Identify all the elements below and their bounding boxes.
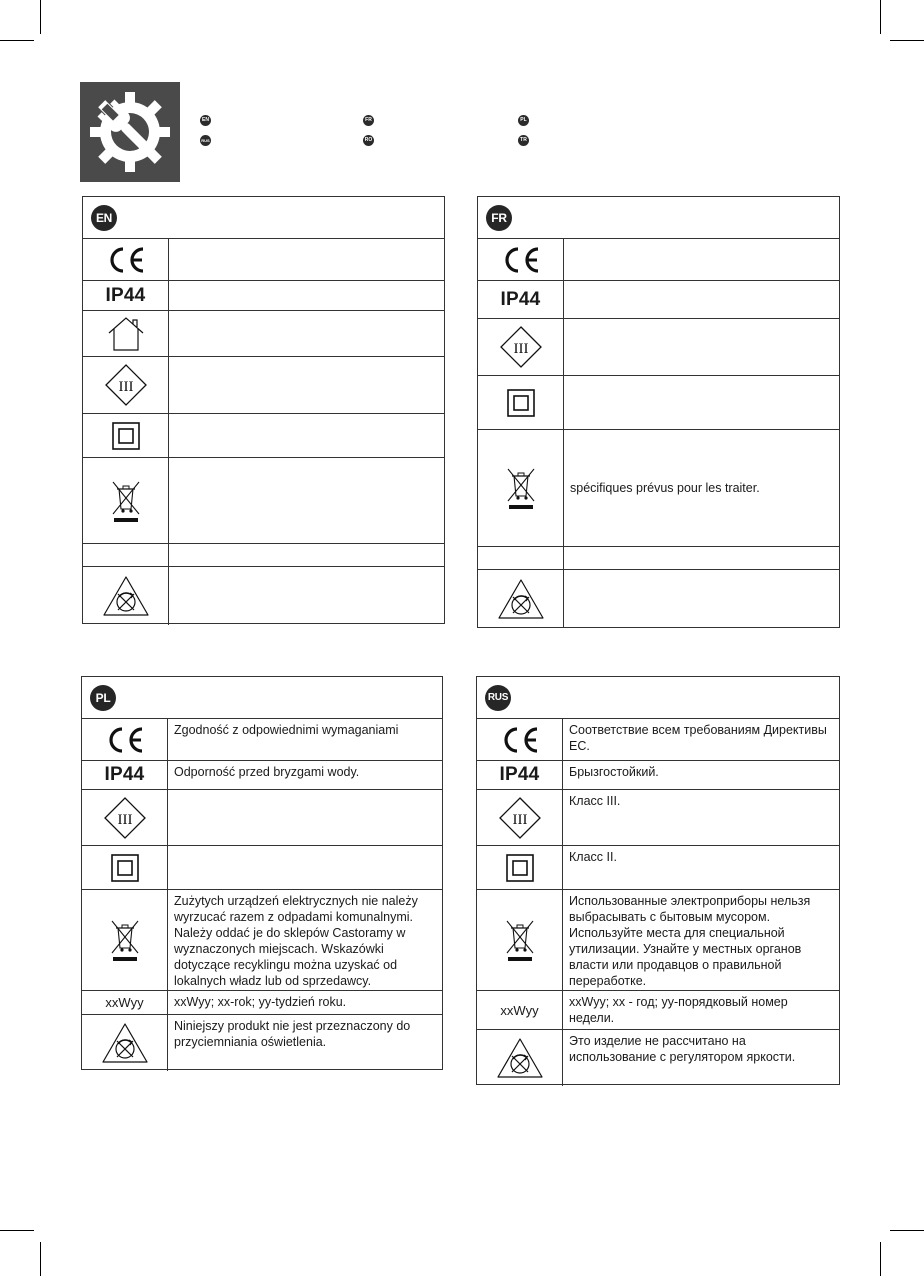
svg-text:III: III [117, 811, 132, 828]
language-badge: FR [486, 205, 512, 231]
ce-mark-icon [105, 246, 147, 274]
icon-cell [477, 790, 563, 845]
lang-dot-ro: RO [363, 135, 374, 146]
header [80, 82, 780, 182]
panel-en [82, 196, 445, 624]
class-ii-icon [110, 853, 140, 883]
panel-fr [477, 196, 840, 628]
icon-cell [478, 570, 564, 628]
panel-header [83, 197, 444, 239]
weee-bin-icon [503, 918, 537, 962]
svg-text:III: III [512, 811, 527, 828]
ce-mark-icon [500, 246, 542, 274]
icon-cell [82, 761, 168, 789]
crop-mark [40, 1242, 41, 1276]
svg-text:III: III [118, 379, 133, 395]
crop-mark [890, 1230, 924, 1231]
spec-row [477, 991, 839, 1030]
icon-cell [477, 890, 563, 990]
class-ii-icon [505, 853, 535, 883]
spec-row [478, 547, 839, 570]
spec-row [83, 567, 444, 625]
row-description: Niniejszy produkt nie jest przeznaczony do przyciemniania oświetlenia. [174, 1019, 411, 1049]
language-badge: EN [91, 205, 117, 231]
spec-row [83, 544, 444, 567]
spec-row [478, 430, 839, 547]
spec-row [82, 846, 442, 890]
ip44-mark: IP44 [499, 764, 540, 785]
row-description: xxWyy; xx-rok; yy-tydzień roku. [174, 995, 347, 1009]
row-description: Zużytych urządzeń elektrycznych nie należy wyrzucać razem z odpadami komunalnymi. Należy oddać je do sklepów Castoramy w wyznaczonych miejscach. Wskazówki dotyczące recyklingu można uzyskać od lokalnych władz lub od sprzedawcy. [174, 894, 418, 988]
spec-row [83, 414, 444, 458]
row-description: Брызгостойкий. [569, 765, 659, 779]
icon-cell [82, 719, 168, 760]
icon-cell [83, 281, 169, 310]
icon-cell [83, 544, 169, 566]
row-description: spécifiques prévus pour les traiter. [570, 481, 760, 495]
spec-row [82, 1015, 442, 1071]
icon-cell [83, 458, 169, 543]
icon-cell [478, 430, 564, 546]
row-description: Zgodność z odpowiednimi wymaganiami [174, 723, 399, 737]
icon-cell [477, 991, 563, 1029]
spec-row [83, 458, 444, 544]
icon-cell [478, 239, 564, 280]
spec-row [478, 570, 839, 628]
icon-cell [477, 1030, 563, 1086]
icon-cell [83, 357, 169, 413]
no-dimmer-icon [102, 575, 150, 617]
row-description: Класс II. [569, 850, 617, 864]
crop-mark [890, 40, 924, 41]
icon-cell [83, 414, 169, 457]
lang-dot-pl: PL [518, 115, 529, 126]
lang-dot-en: EN [200, 115, 211, 126]
class-iii-icon [103, 796, 147, 840]
panel-header [82, 677, 442, 719]
spec-row [478, 376, 839, 430]
svg-text:III: III [513, 341, 528, 357]
icon-cell [478, 281, 564, 318]
class-iii-icon [498, 796, 542, 840]
ip44-mark: IP44 [104, 764, 145, 785]
icon-cell [82, 1015, 168, 1071]
icon-cell [82, 890, 168, 990]
ce-mark-icon [104, 726, 146, 754]
weee-bin-icon [108, 918, 142, 962]
crop-mark [880, 0, 881, 34]
panel-header [478, 197, 839, 239]
icon-cell [478, 319, 564, 375]
icon-cell [82, 790, 168, 845]
icon-cell [83, 567, 169, 625]
icon-cell [83, 311, 169, 356]
row-description: xxWyy; xx - год; yy-порядковый номер недели. [569, 995, 788, 1025]
spec-row [478, 281, 839, 319]
icon-cell [82, 991, 168, 1014]
icon-cell [82, 846, 168, 889]
ip44-mark: IP44 [500, 288, 541, 310]
spec-row [83, 311, 444, 357]
class-ii-icon [111, 421, 141, 451]
weee-bin-icon [504, 466, 538, 510]
row-description: Использованные электроприборы нельзя выбрасывать с бытовым мусором. Используйте места для специальной утилизации. Узнайте у местных органов власти или продавцов о правильной переработке. [569, 894, 811, 988]
class-iii-icon [104, 363, 148, 407]
crop-mark [40, 0, 41, 34]
crop-mark [880, 1242, 881, 1276]
icon-cell [477, 719, 563, 760]
icon-cell [477, 846, 563, 889]
spec-row [82, 719, 442, 761]
language-badge: PL [90, 685, 116, 711]
crop-mark [0, 1230, 34, 1231]
spec-row [83, 281, 444, 311]
weee-bin-icon [109, 479, 143, 523]
spec-row [478, 319, 839, 376]
spec-row [82, 890, 442, 991]
icon-cell [478, 376, 564, 429]
row-description: Odporność przed bryzgami wody. [174, 765, 360, 779]
spec-row [477, 1030, 839, 1086]
lang-dot-rus: RUS [200, 135, 211, 146]
no-dimmer-icon [496, 1037, 544, 1079]
no-dimmer-icon [497, 578, 545, 620]
spec-row [478, 239, 839, 281]
spec-row [477, 846, 839, 890]
panel-pl [81, 676, 443, 1070]
spec-row [477, 790, 839, 846]
date-code-label: xxWyy [105, 995, 144, 1010]
row-description: Соответствие всем требованиям Директивы ЕС. [569, 723, 827, 753]
ip44-mark: IP44 [105, 284, 146, 306]
date-code-label: xxWyy [500, 1002, 539, 1018]
language-badge: RUS [485, 685, 511, 711]
row-description: Класс III. [569, 794, 621, 808]
class-ii-icon [506, 388, 536, 418]
panel-rus [476, 676, 840, 1085]
house-icon [106, 316, 146, 352]
icon-cell [478, 547, 564, 569]
ce-mark-icon [499, 726, 541, 754]
spec-row [477, 761, 839, 790]
spec-row [477, 719, 839, 761]
spec-row [82, 991, 442, 1015]
no-dimmer-icon [101, 1022, 149, 1064]
spec-row [83, 357, 444, 414]
gear-wrench-icon [80, 82, 180, 182]
class-iii-icon [499, 325, 543, 369]
spec-row [82, 761, 442, 790]
lang-dot-tr: TR [518, 135, 529, 146]
row-description: Это изделие не рассчитано на использование с регулятором яркости. [569, 1034, 796, 1064]
icon-cell [83, 239, 169, 280]
panel-header [477, 677, 839, 719]
icon-cell [477, 761, 563, 789]
spec-row [477, 890, 839, 991]
spec-row [82, 790, 442, 846]
crop-mark [0, 40, 34, 41]
spec-row [83, 239, 444, 281]
lang-dot-fr: FR [363, 115, 374, 126]
